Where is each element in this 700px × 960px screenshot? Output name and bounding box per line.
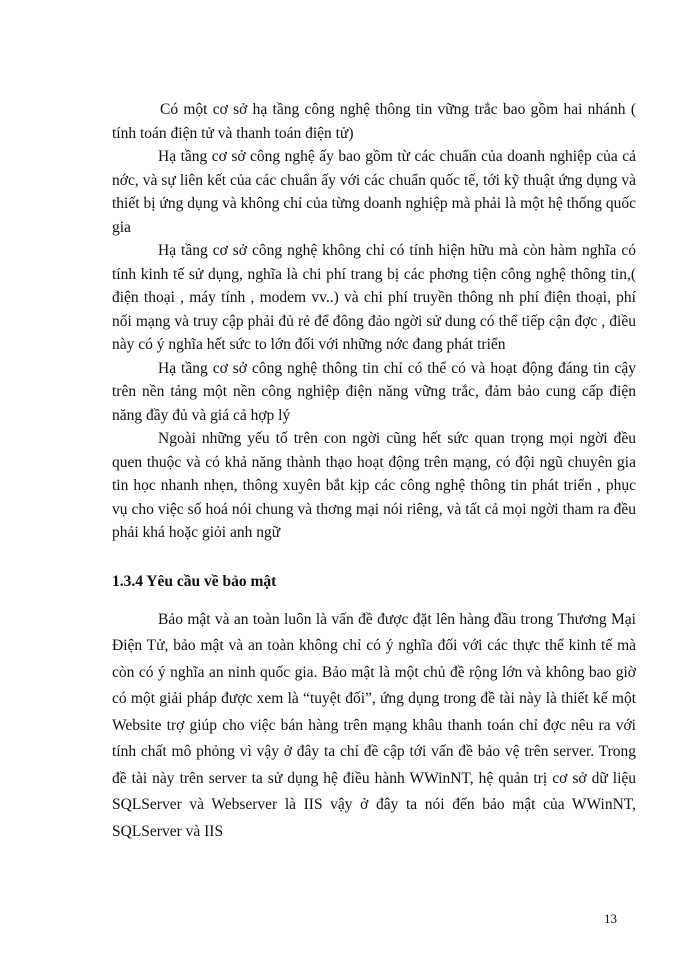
page-number: 13 <box>604 911 617 926</box>
paragraph-human-factors: Ngoài những yếu tố trên con ngời cũng hết sức quan trọng mọi ngời đều quen thuộc và có khả năng thành thạo hoạt động trên mạng, có đội ngũ chuyên gia tin học nhanh nhẹn, thông xuyên bắt kịp các công nghệ thông tin phát triển , phục vụ cho việc số hoá nói chung và thơng mại nói riêng, và tất cả mọi ngời tham ra đều phải khá hoặc giỏi anh ngữ <box>112 430 636 541</box>
paragraph-infrastructure-power: Hạ tầng cơ sở công nghệ thông tin chỉ có thể có và hoạt động đáng tin cậy trên nền tảng một nền công nghiệp điện năng vững trắc, đảm bảo cung cấp điện năng đầy đủ và giá cả hợp lý <box>112 359 636 424</box>
paragraph-infrastructure-economics: Hạ tầng cơ sở công nghệ không chỉ có tính hiện hữu mà còn hàm nghĩa có tính kinh tế sử dụng, nghĩa là chi phí trang bị các phơng tiện công nghệ thông tin,( điện thoại , máy tính , modem vv..) và chi phí truyền thông nh phí điện thoại, phí nối mạng và truy cập phải đủ rẻ để đông đảo ngời sử dung có thể tiếp cận đợc , điều này có ý nghĩa hết sức to lớn đối với những nớc đang phát triển <box>112 242 636 353</box>
paragraph-infrastructure-standards: Hạ tầng cơ sở công nghệ ấy bao gồm từ các chuẩn của doanh nghiệp của cả nớc, và sự liên kết của các chuẩn ấy với các chuẩn quốc tế, tới kỹ thuật ứng dụng và thiết bị ứng dụng và không chỉ của từng doanh nghiệp mà phải là một hệ thống quốc gia <box>112 148 636 236</box>
paragraph-it-infrastructure: Có một cơ sở hạ tầng công nghệ thông tin vững trắc bao gồm hai nhánh ( tính toán điện tử và thanh toán điện tử) <box>112 101 636 142</box>
section-heading-security: 1.3.4 Yêu cầu về bảo mật <box>112 572 277 590</box>
paragraph-security: Bảo mật và an toàn luôn là vấn đề được đặt lên hàng đầu trong Thương Mại Điện Tử, bảo mật và an toàn không chỉ có ý nghĩa đối với các thực thể kinh tế mà còn có ý nghĩa an ninh quốc gia. Bảo mật là một chủ đề rộng lớn và không bao giờ có một giải pháp được xem là “tuyệt đối”, ứng dụng trong đề tài này là thiết kế một Website trợ giúp cho việc bán hàng trên mạng khâu thanh toán chỉ đợc nêu ra với tính chất mô phỏng vì vậy ở đây ta chỉ đề cập tới vấn đề bảo vệ trên server. Trong đề tài này trên server ta sử dụng hệ điều hành WWinNT, hệ quản trị cơ sở dữ liệu SQLServer và Webserver là IIS vậy ở đây ta nói đến bảo mật của WWinNT, SQLServer và IIS <box>112 610 636 840</box>
page-content <box>112 98 636 845</box>
